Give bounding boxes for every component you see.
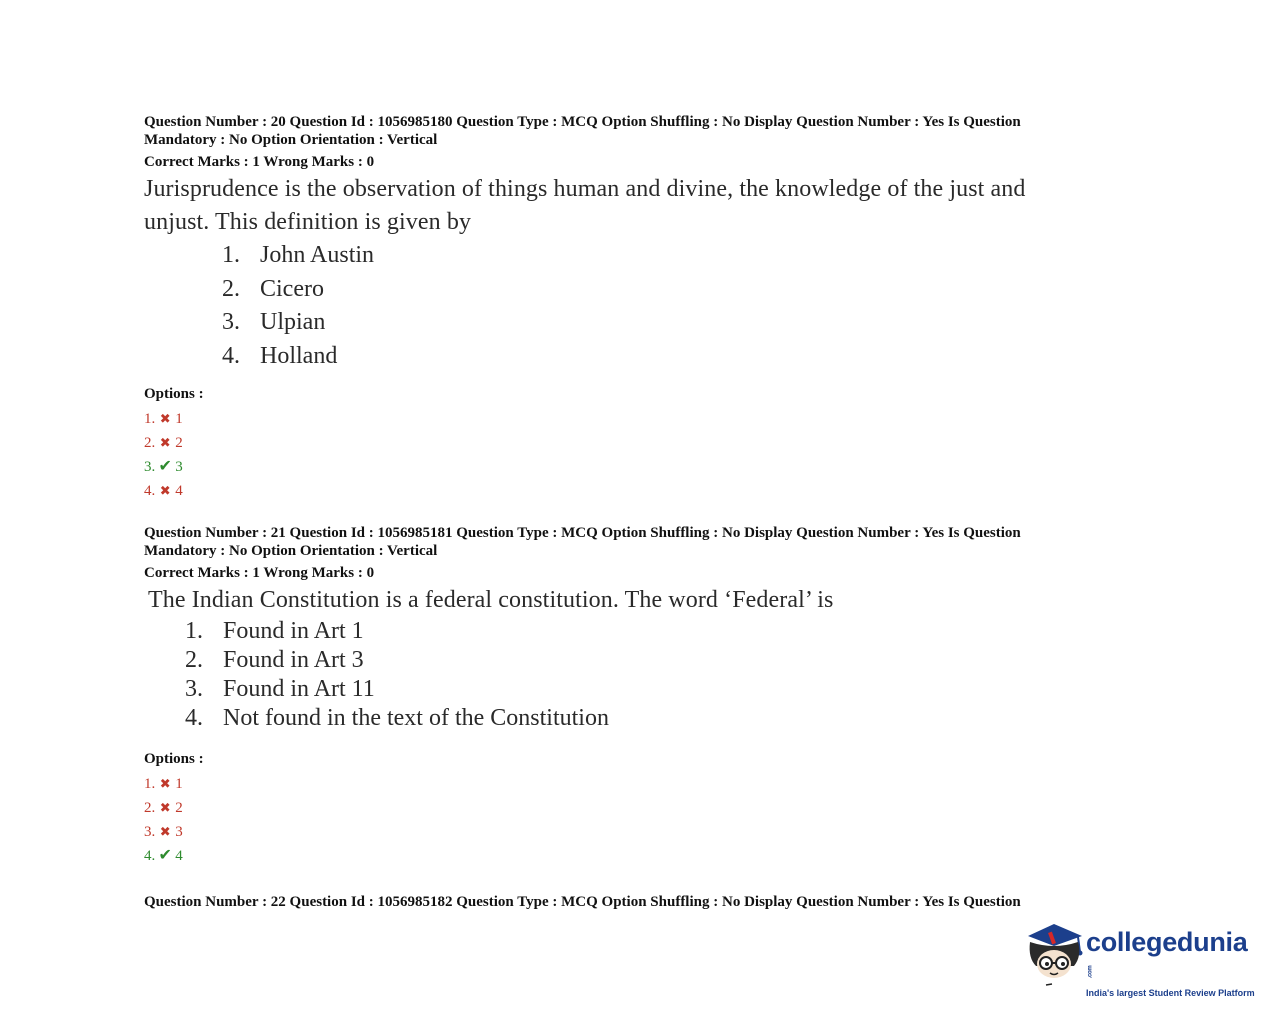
logo-name-line bbox=[1086, 928, 1255, 986]
choice-text: Found in Art 3 bbox=[223, 647, 364, 673]
choice-item bbox=[222, 239, 1104, 273]
choice-number: 1. bbox=[222, 242, 240, 268]
logo-suffix: .com bbox=[1087, 965, 1094, 979]
choice-list bbox=[144, 239, 1104, 373]
options-label: Options : bbox=[144, 751, 204, 767]
question-meta-line1: Question Number : 20 Question Id : 1056985180 Question Type : MCQ Option Shuffling : No Display Question Number : Yes Is Question bbox=[144, 114, 1021, 130]
question-block-21 bbox=[144, 524, 1104, 868]
question-stem bbox=[144, 584, 1104, 617]
option-number: 1. bbox=[144, 776, 156, 792]
option-number: 4. bbox=[144, 483, 156, 499]
option-number: 3. bbox=[144, 824, 156, 840]
option-value: 1 bbox=[175, 776, 183, 792]
collegedunia-logo bbox=[1024, 918, 1255, 998]
question-meta-line1: Question Number : 21 Question Id : 1056985181 Question Type : MCQ Option Shuffling : No Display Question Number : Yes Is Question bbox=[144, 525, 1021, 541]
choice-number: 3. bbox=[185, 676, 203, 702]
option-item bbox=[144, 479, 1104, 503]
options-label: Options : bbox=[144, 386, 204, 402]
option-number: 2. bbox=[144, 800, 156, 816]
question-block-22 bbox=[144, 893, 1104, 911]
choice-number: 2. bbox=[222, 275, 240, 302]
option-item bbox=[144, 796, 1104, 820]
choice-text: Found in Art 11 bbox=[223, 676, 375, 702]
choice-text: Not found in the text of the Constitution bbox=[223, 705, 609, 731]
question-marks: Correct Marks : 1 Wrong Marks : 0 bbox=[144, 565, 375, 581]
option-value: 4 bbox=[175, 483, 183, 499]
check-icon: ✔ bbox=[158, 458, 172, 475]
option-value: 4 bbox=[175, 848, 183, 864]
cross-icon: ✖ bbox=[159, 435, 171, 450]
option-item bbox=[144, 407, 1104, 431]
choice-item bbox=[222, 340, 1104, 374]
check-icon: ✔ bbox=[158, 847, 172, 864]
question-marks: Correct Marks : 1 Wrong Marks : 0 bbox=[144, 154, 375, 170]
logo-name: collegedunia bbox=[1086, 927, 1248, 957]
question-stem bbox=[144, 173, 1104, 239]
choice-number: 4. bbox=[222, 342, 240, 369]
logo-tagline: India's largest Student Review Platform bbox=[1086, 987, 1255, 998]
option-value: 3 bbox=[175, 459, 183, 475]
choice-item bbox=[185, 675, 1104, 704]
cross-icon: ✖ bbox=[159, 800, 171, 815]
choice-item bbox=[222, 306, 1104, 340]
question-stem-line1: The Indian Constitution is a federal constitution. The word ‘Federal’ is bbox=[148, 587, 834, 613]
choice-item bbox=[185, 704, 1104, 733]
cross-icon: ✖ bbox=[159, 776, 171, 791]
logo-text bbox=[1086, 928, 1255, 998]
question-stem-line2: unjust. This definition is given by bbox=[144, 209, 472, 235]
question-stem-line1: Jurisprudence is the observation of things human and divine, the knowledge of the just and bbox=[144, 176, 1026, 202]
choice-text: John Austin bbox=[260, 242, 375, 268]
option-number: 1. bbox=[144, 411, 156, 427]
option-item bbox=[144, 772, 1104, 796]
option-number: 4. bbox=[144, 848, 156, 864]
option-value: 2 bbox=[175, 435, 183, 451]
choice-text: Cicero bbox=[260, 275, 324, 302]
option-item bbox=[144, 455, 1104, 479]
cross-icon: ✖ bbox=[159, 411, 171, 426]
cross-icon: ✖ bbox=[159, 824, 171, 839]
options-list bbox=[144, 407, 1104, 503]
choice-item bbox=[185, 617, 1104, 646]
option-number: 3. bbox=[144, 459, 156, 475]
option-item bbox=[144, 844, 1104, 868]
question-block-20 bbox=[144, 113, 1104, 503]
choice-item bbox=[185, 646, 1104, 675]
question-meta-line2: Mandatory : No Option Orientation : Vertical bbox=[144, 543, 438, 559]
choice-list bbox=[144, 617, 1104, 733]
option-value: 3 bbox=[175, 824, 183, 840]
choice-item bbox=[222, 273, 1104, 307]
choice-number: 1. bbox=[185, 618, 203, 644]
question-meta-line2: Mandatory : No Option Orientation : Vertical bbox=[144, 132, 438, 148]
choice-text: Found in Art 1 bbox=[223, 618, 364, 644]
choice-number: 3. bbox=[222, 309, 240, 335]
options-list bbox=[144, 772, 1104, 868]
choice-number: 4. bbox=[185, 705, 203, 731]
option-number: 2. bbox=[144, 435, 156, 451]
choice-text: Ulpian bbox=[260, 309, 326, 335]
choice-text: Holland bbox=[260, 342, 338, 369]
cross-icon: ✖ bbox=[159, 483, 171, 498]
option-value: 2 bbox=[175, 800, 183, 816]
choice-number: 2. bbox=[185, 647, 203, 673]
question-meta-line1: Question Number : 22 Question Id : 1056985182 Question Type : MCQ Option Shuffling : No Display Question Number : Yes Is Question bbox=[144, 894, 1021, 910]
option-item bbox=[144, 820, 1104, 844]
option-value: 1 bbox=[175, 411, 183, 427]
option-item bbox=[144, 431, 1104, 455]
